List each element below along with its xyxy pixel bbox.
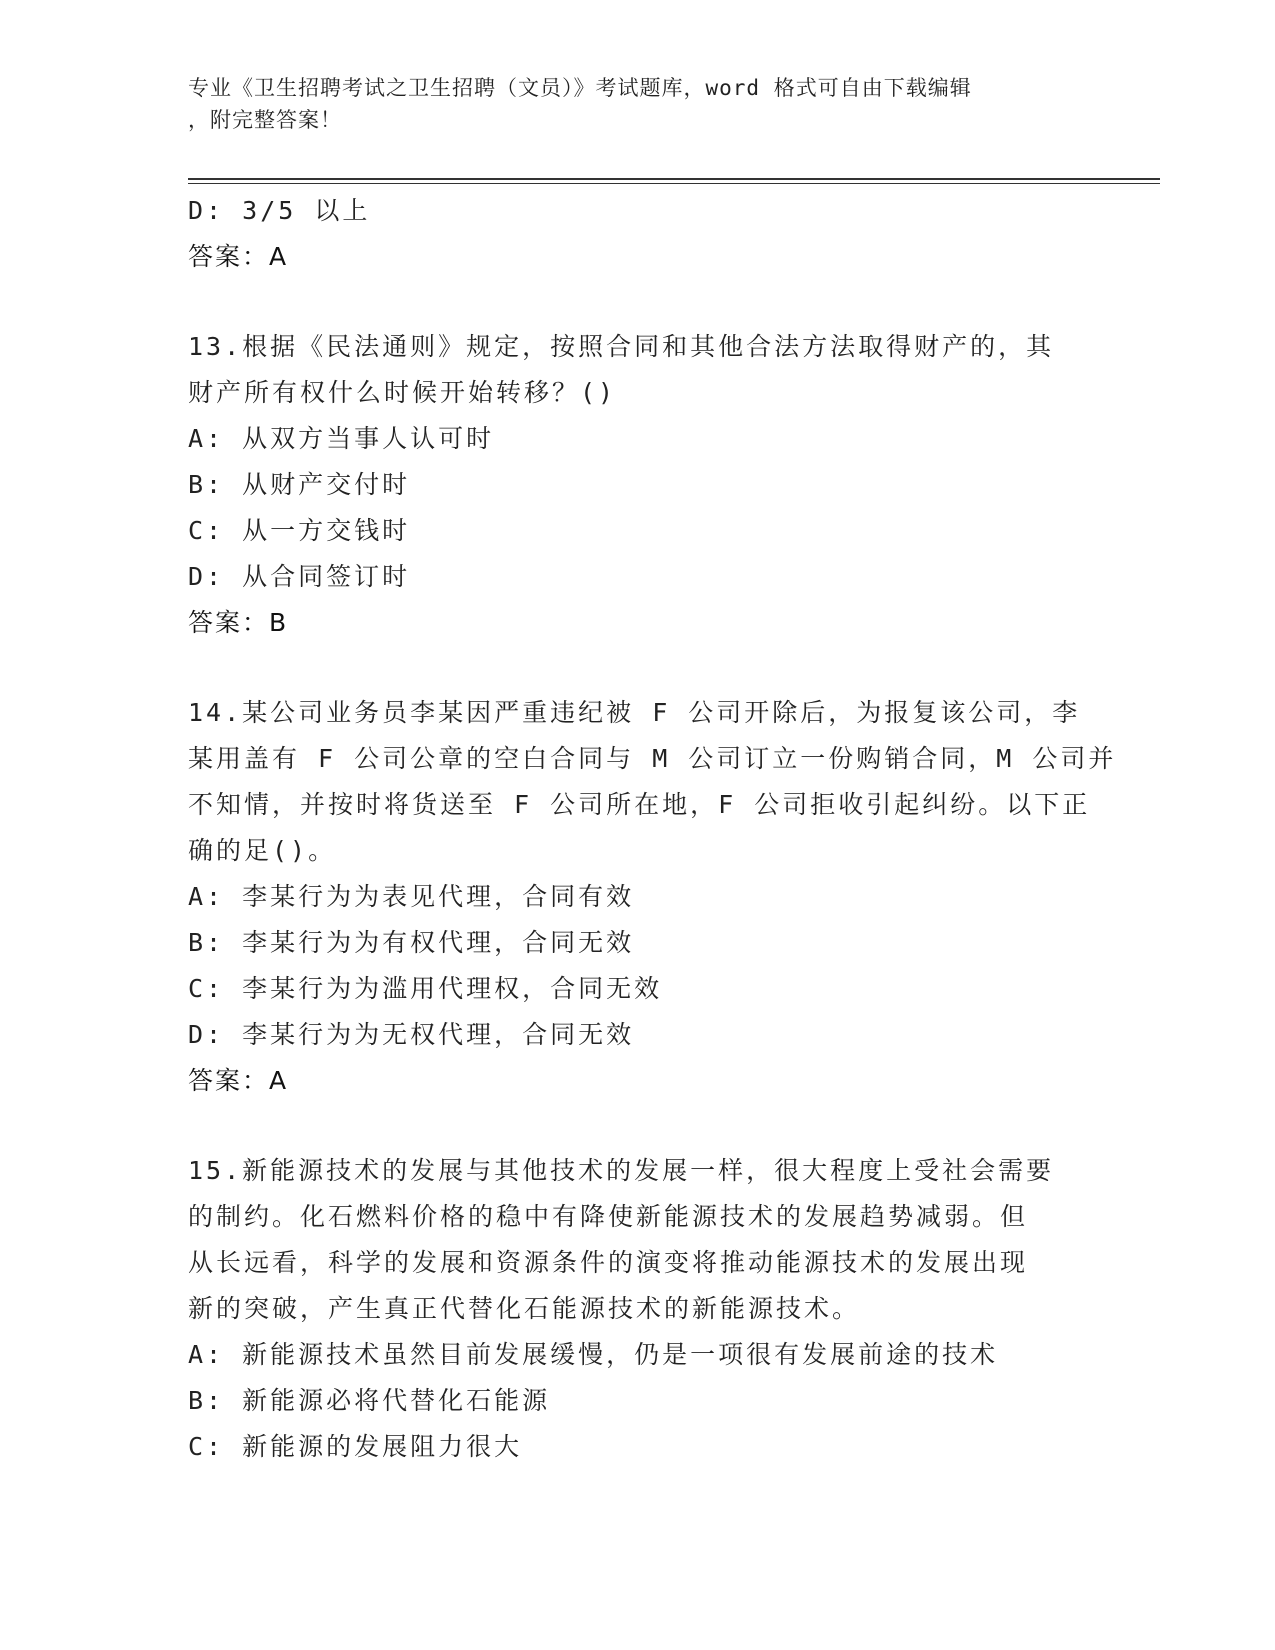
- option-a: A: 从双方当事人认可时: [188, 424, 495, 453]
- question-list: [188, 188, 1117, 1470]
- answer-line: 答案：A: [188, 1066, 289, 1095]
- option-c: C: 李某行为为滥用代理权，合同无效: [188, 974, 663, 1003]
- option-d: D: 3/5 以上: [188, 196, 371, 225]
- option-d: D: 从合同签订时: [188, 562, 411, 591]
- question-14: [188, 690, 1117, 1104]
- spacer: [188, 280, 1088, 324]
- header-divider-thick: [188, 178, 1160, 180]
- option-a: A: 李某行为为表见代理，合同有效: [188, 882, 635, 911]
- document-header: [188, 72, 1078, 136]
- option-c: C: 新能源的发展阻力很大: [188, 1432, 523, 1461]
- option-d: D: 李某行为为无权代理，合同无效: [188, 1020, 635, 1049]
- header-divider-thin: [188, 183, 1160, 184]
- question-13: [188, 324, 1088, 646]
- question-stem-line: 14.某公司业务员李某因严重违纪被 F 公司开除后，为报复该公司，李: [188, 698, 1081, 727]
- question-stem-line: 某用盖有 F 公司公章的空白合同与 M 公司订立一份购销合同，M 公司并: [188, 744, 1117, 773]
- question-stem-line: 新的突破，产生真正代替化石能源技术的新能源技术。: [188, 1294, 861, 1323]
- header-line-1: 专业《卫生招聘考试之卫生招聘（文员）》考试题库，word 格式可自由下载编辑: [188, 76, 972, 100]
- option-b: B: 李某行为为有权代理，合同无效: [188, 928, 635, 957]
- option-a: A: 新能源技术虽然目前发展缓慢，仍是一项很有发展前途的技术: [188, 1340, 999, 1369]
- question-12-tail: [188, 188, 1088, 280]
- question-stem-line: 的制约。化石燃料价格的稳中有降使新能源技术的发展趋势减弱。但: [188, 1202, 1029, 1231]
- question-stem-line: 15.新能源技术的发展与其他技术的发展一样，很大程度上受社会需要: [188, 1156, 1055, 1185]
- question-stem-line: 从长远看，科学的发展和资源条件的演变将推动能源技术的发展出现: [188, 1248, 1029, 1277]
- option-b: B: 从财产交付时: [188, 470, 411, 499]
- answer-line: 答案：A: [188, 242, 289, 271]
- spacer: [188, 646, 1088, 690]
- question-stem-line: 不知情，并按时将货送至 F 公司所在地，F 公司拒收引起纠纷。以下正: [188, 790, 1091, 819]
- header-line-2: ，附完整答案！: [188, 108, 342, 132]
- question-15: [188, 1148, 1088, 1470]
- question-stem-line: 确的足()。: [188, 836, 337, 865]
- answer-line: 答案：B: [188, 608, 289, 637]
- option-b: B: 新能源必将代替化石能源: [188, 1386, 551, 1415]
- question-stem-line: 13.根据《民法通则》规定，按照合同和其他合法方法取得财产的，其: [188, 332, 1055, 361]
- option-c: C: 从一方交钱时: [188, 516, 411, 545]
- question-stem-line: 财产所有权什么时候开始转移？(): [188, 378, 617, 407]
- spacer: [188, 1104, 1088, 1148]
